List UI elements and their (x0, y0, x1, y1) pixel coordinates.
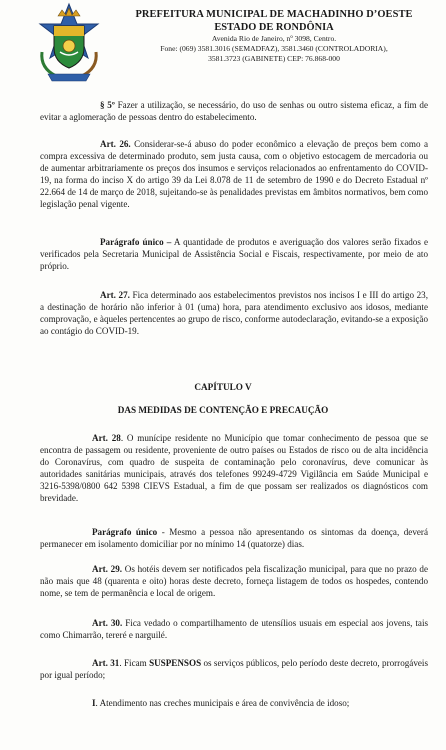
inciso-1 (40, 698, 428, 710)
article-text: os serviços públicos, pelo período deste decreto, prorrogáveis por igual período; (40, 658, 428, 680)
article-text: Fica vedado o compartilhamento de utensílios usuais em especial aos jovens, tais como Chimarrão, tereré e narguilé. (40, 618, 429, 640)
sole-paragraph-2 (40, 527, 428, 551)
article-text: . O munícipe residente no Município que tomar conhecimento de pessoa que se encontra de passagem ou residente, proveniente de outro países ou Estados de risco ou de alta incidência do Coronavírus, com quadro de suspeita de contaminação pelo coronavírus, deve comunicar às autoridades sanitárias municipais, através dos telefones 99249-4729 Vigilância em Saúde Municipal e 3216-5398/0800 642 5398 CIEVS Estadual, a fim de que possam ser realizados os diagnósticos com brevidade. (40, 433, 428, 503)
article-text: Fica determinado aos estabelecimentos previstos nos incisos I e III do artigo 23, a destinação de horário não inferior à 01 (uma) hora, para atendimento exclusivo aos idosos, mediante comprovação, e àqueles pertencentes ao grupo de risco, conforme autodeclaração, evitando-se a exposição ao contágio do COVID-19. (40, 290, 429, 336)
article-31 (40, 658, 428, 682)
article-label: Art. 26. (100, 139, 131, 149)
chapter-heading: CAPÍTULO V (194, 382, 252, 392)
paragraph-label: Parágrafo único – (100, 237, 172, 247)
article-label: Art. 30. (92, 618, 123, 628)
inciso-label: I (92, 698, 96, 708)
article-label: Art. 29. (92, 564, 123, 574)
article-label: Art. 28 (92, 433, 121, 443)
address: Avenida Rio de Janeiro, nº 3098, Centro. (211, 34, 337, 43)
article-27 (40, 290, 428, 338)
chapter-title: DAS MEDIDAS DE CONTENÇÃO E PRECAUÇÃO (117, 405, 329, 415)
article-text: Considerar-se-á abuso do poder econômico a elevação de preços bem como a compra excessiva de determinado produto, sem justa causa, com o objetivo estocagem de mercadoria ou de aumentar arbitrariamente os preços dos insumos e serviços relacionados ao enfrentamento do COVID-19, na forma do inciso X do artigo 39 da Lei 8.078 de 11 de setembro de 1990 e do Decreto Estadual nº 22.664 de 14 de março de 2018, sujeitando-se às penalidades previstas em âmbitos normativos, bem como legislação penal vigente. (40, 139, 428, 209)
phone-line-1: Fone: (069) 3581.3016 (SEMADFAZ), 3581.3460 (CONTROLADORIA), (160, 44, 388, 53)
letterhead (0, 0, 446, 92)
article-text-intro: . Ficam (119, 658, 150, 668)
letterhead-text (110, 8, 438, 64)
suspended-emphasis: SUSPENSOS (149, 658, 202, 668)
article-29 (40, 564, 428, 600)
article-26 (40, 139, 428, 210)
article-30 (40, 618, 428, 642)
article-label: Art. 31 (92, 658, 120, 668)
article-text: Os hotéis devem ser notificados pela fiscalização municipal, para que no prazo de não mais que 48 (quarenta e oito) horas deste decreto, forneça listagem de todos os hospedes, contendo nome, se tem de permanência e local de origem. (40, 564, 429, 598)
municipal-coat-of-arms-icon (34, 2, 104, 84)
phone-line-2: 3581.3723 (GABINETE) CEP: 76.868-000 (208, 54, 340, 63)
article-28 (40, 433, 428, 504)
paragraph-label: Parágrafo único (92, 527, 158, 537)
paragraph-label: § 5º (100, 100, 115, 110)
state-name: ESTADO DE RONDÔNIA (214, 22, 334, 33)
paragraph-text: A quantidade de produtos e averiguação dos valores serão fixados e verificados pela Secretaria Municipal de Assistência Social e Fiscais, respectivamente, por meio de ato próprio. (40, 237, 428, 271)
sole-paragraph-1 (40, 237, 428, 273)
inciso-text: . Atendimento nas creches municipais e área de convivência de idoso; (95, 698, 350, 708)
paragraph-text: Fazer a utilização, se necessário, do uso de senhas ou outro sistema eficaz, a fim de evitar a aglomeração de pessoas dentro do estabelecimento. (40, 100, 428, 122)
paragraph-text: - Mesmo a pessoa não apresentando os sintomas da doença, deverá permanecer em isolamento domiciliar por no mínimo 14 (quatorze) dias. (40, 527, 428, 549)
article-label: Art. 27. (100, 290, 130, 300)
municipality-name: PREFEITURA MUNICIPAL DE MACHADINHO D’OESTE (135, 9, 413, 20)
paragraph-5 (40, 100, 428, 124)
